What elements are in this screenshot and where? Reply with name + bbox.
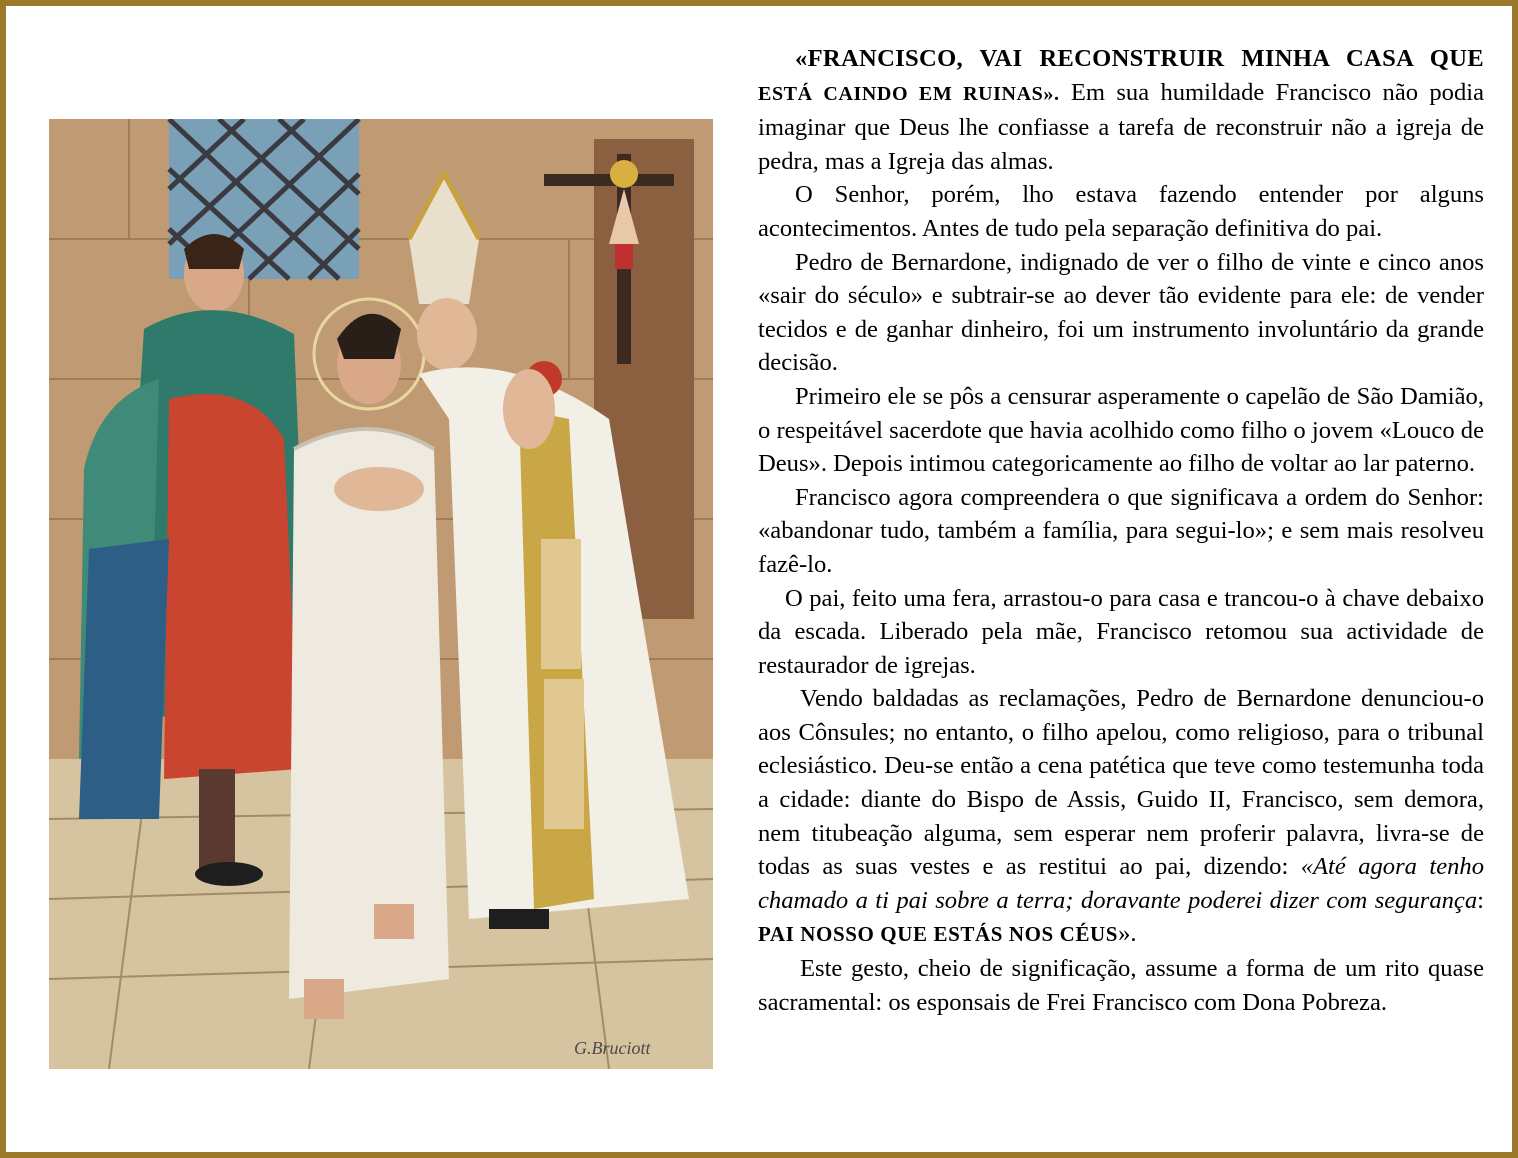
- paragraph-4: Primeiro ele se pôs a censurar asperamente o capelão de São Damião, o respeitável sacerdote que havia acolhido como filho o jovem «Louco de Deus». Depois intimou categoricamente ao filho de voltar ao lar paterno.: [758, 382, 1484, 478]
- saint-francis-painting-icon: [49, 119, 713, 1069]
- paragraph-2: O Senhor, porém, lho estava fazendo entender por alguns acontecimentos. Antes de tudo pela separação definitiva do pai.: [758, 181, 1484, 242]
- paragraph-6: O pai, feito uma fera, arrastou-o para casa e trancou-o à chave debaixo da escada. Liberado pela mãe, Francisco retomou sua actividade de restaurador de igrejas.: [758, 584, 1484, 679]
- illustration-painting: [49, 119, 713, 1069]
- heading-caps-a: «FRANCISCO, VAI RECONSTRUIR MINHA CASA QUE: [795, 45, 1484, 72]
- paragraph-7: [758, 682, 1484, 952]
- heading-caps-b: ESTÁ CAINDO EM RUINAS».: [758, 82, 1060, 105]
- paragraph-3: Pedro de Bernardone, indignado de ver o filho de vinte e cinco anos «sair do século» e subtrair-se ao dever tão evidente para ele: de vender tecidos e de ganhar dinheiro, foi um instrumento involuntário da grande decisão.: [758, 248, 1484, 377]
- paragraph-7-end: ».: [1118, 920, 1137, 948]
- paragraph-5: Francisco agora compreendera o que significava a ordem do Senhor: «abandonar tudo, também a família, para segui-lo»; e sem mais resolveu fazê-lo.: [758, 483, 1484, 578]
- paragraph-7-quote: «Até agora tenho chamado a ti pai sobre a terra; doravante poderei dizer com segurança: [758, 853, 1484, 914]
- paragraph-7-body: Vendo baldadas as reclamações, Pedro de Bernardone denunciou-o aos Cônsules; no entanto, o filho apelou, como religioso, para o tribunal eclesiástico. Deu-se então a cena patética que teve como testemunha toda a cidade: diante do Bispo de Assis, Guido II, Francisco, sem demora, nem titubeação alguma, sem esperar nem proferir palavra, livra-se de todas as suas vestes e as restitui ao pai, dizendo:: [758, 685, 1484, 881]
- article-text: [758, 42, 1484, 1019]
- paragraph-7-caps: PAI NOSSO QUE ESTÁS NOS CÉUS: [758, 922, 1119, 947]
- paragraph-1: [758, 42, 1484, 178]
- paragraph-1-body: Em sua humildade Francisco não podia imaginar que Deus lhe confiasse a tarefa de reconstruir não a igreja de pedra, mas a Igreja das almas.: [758, 78, 1484, 175]
- paragraph-8: Este gesto, cheio de significação, assume a forma de um rito quase sacramental: os esponsais de Frei Francisco com Dona Pobreza.: [758, 955, 1484, 1016]
- artist-signature: G.Bruciott: [574, 1038, 651, 1058]
- paragraph-7-colon: :: [1477, 886, 1484, 914]
